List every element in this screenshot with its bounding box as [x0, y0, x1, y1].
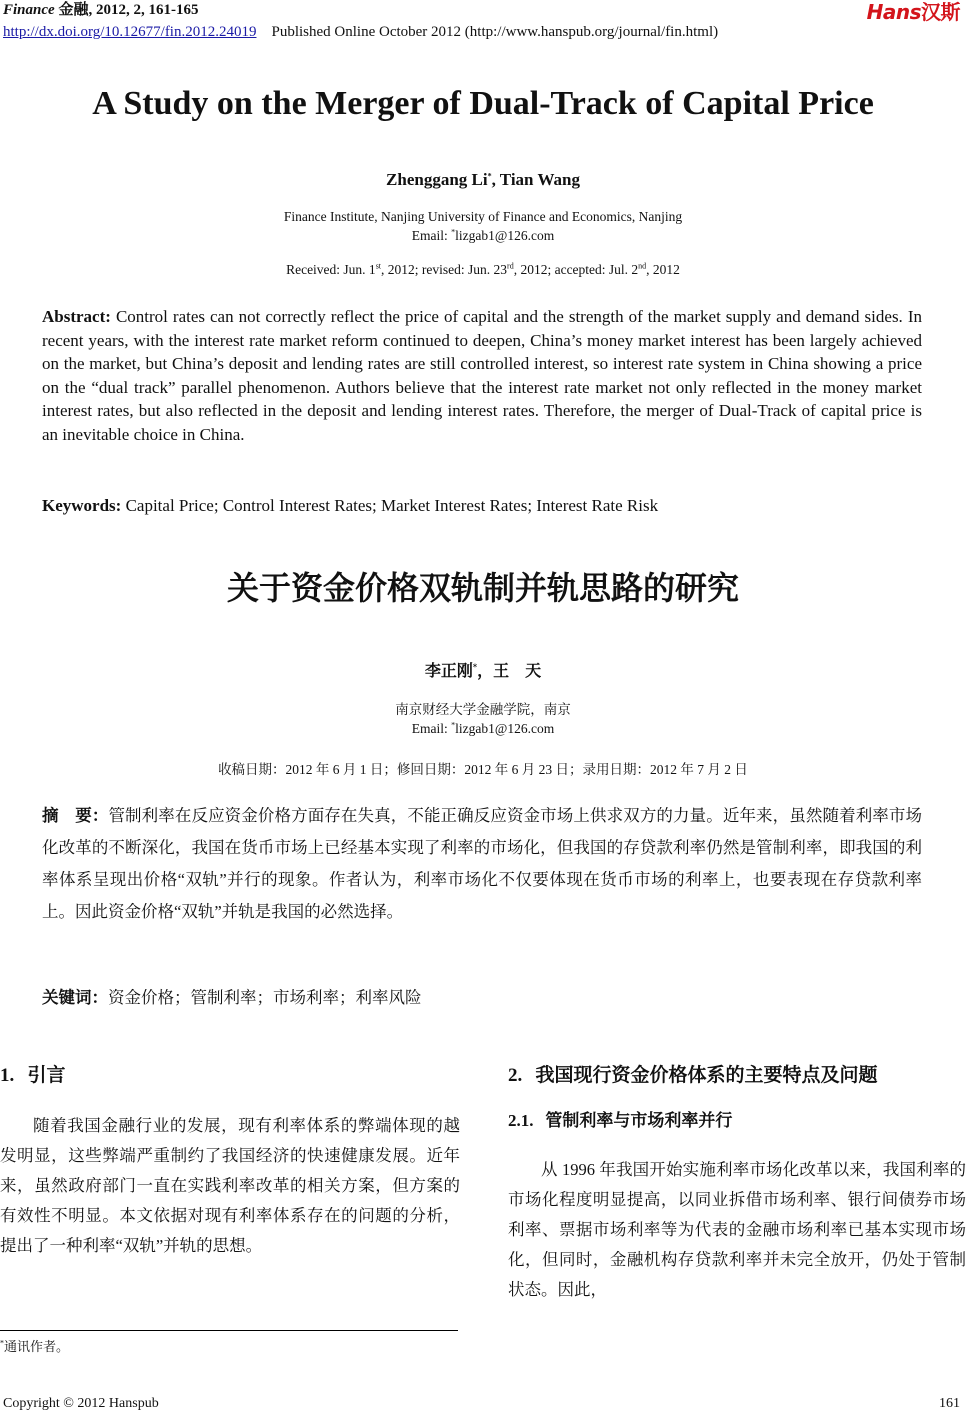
keywords-english: [42, 494, 922, 517]
dates-english: [0, 262, 966, 278]
accepted-year: , 2012: [646, 262, 680, 277]
abstract-text: Control rates can not correctly reflect the price of capital and the strength of the market supply and demand sides. In recent years, with the interest rate market reform continued to deepen, China’s money market interest has been largely achieved on the market, but China’s deposit and lending rates are still controlled interest, so interest rate system in China showing a price on the “dual track” parallel phenomenon. Authors believe that the interest rate market not only reflected in the money market interest rates, but also reflected in the deposit and lending interest rates. Therefore, the merger of Dual-Track of capital price is an inevitable choice in China.: [42, 307, 922, 444]
corresponding-mark: *: [487, 171, 492, 181]
keywords-chinese: [42, 984, 922, 1012]
dates-chinese: 收稿日期：2012 年 6 月 1 日；修回日期：2012 年 6 月 23 日；录用日期：2012 年 7 月 2 日: [218, 762, 748, 777]
accepted-date: , 2012; accepted: Jul. 2: [513, 262, 639, 277]
title-chinese: 关于资金价格双轨制并轨思路的研究: [226, 569, 739, 607]
subsection-2-1-heading: [508, 1107, 966, 1135]
keywords-label: Keywords:: [42, 496, 122, 515]
author-1: Zhenggang Li: [386, 170, 488, 189]
subsection-2-1-paragraph: 从 1996 年我国开始实施利率市场化改革以来，我国利率的市场化程度明显提高，以同业拆借市场利率、银行间债券市场利率、票据市场利率等为代表的金融市场利率已基本实现市场化，但同时，金融机构存贷款利率并未完全放开，仍处于管制状态。因此，: [508, 1160, 966, 1299]
revised-date: , 2012; revised: Jun. 23: [381, 262, 508, 277]
affiliation-text: Finance Institute, Nanjing University of Finance and Economics, Nanjing: [283, 209, 683, 224]
email-label: Email:: [411, 228, 452, 243]
section-1-number: 1.: [0, 1065, 15, 1086]
keywords-text-cn: 资金价格；管制利率；市场利率；利率风险: [108, 988, 422, 1007]
doi-line: [3, 22, 718, 42]
section-1-heading: [0, 1060, 460, 1091]
affiliation-text-cn: 南京财经大学金融学院，南京: [395, 702, 571, 717]
copyright: Copyright © 2012 Hanspub: [3, 1396, 159, 1411]
email-mark: *: [451, 227, 456, 237]
hans-logo: [867, 0, 960, 24]
authors-chinese: [0, 658, 966, 681]
page-number: 161: [939, 1396, 960, 1411]
footnote: [0, 1336, 69, 1355]
journal-name-cn: 金融: [58, 2, 89, 18]
author-1-cn: 李正刚: [424, 661, 473, 680]
citation-info: , 2012, 2, 161-165: [88, 2, 199, 18]
section-1-title: 引言: [27, 1064, 66, 1086]
received-sup: st: [375, 261, 382, 271]
abstract-english: [42, 305, 922, 446]
affiliation-chinese: [0, 700, 966, 738]
logo-cn: 汉斯: [921, 0, 960, 24]
revised-sup: rd: [507, 261, 514, 271]
abstract-label: Abstract:: [42, 307, 111, 326]
left-column: [0, 1060, 460, 1261]
author-separator-cn: ，: [477, 661, 494, 680]
keywords-label-cn: 关键词：: [42, 988, 108, 1007]
published-info: Published Online October 2012 (http://www.hanspub.org/journal/fin.html): [271, 24, 719, 40]
email-address[interactable]: lizgab1@126.com: [455, 228, 555, 243]
section-1-paragraph: 随着我国金融行业的发展，现有利率体系的弊端体现的越发明显，这些弊端严重制约了我国经济的快速健康发展。近年来，虽然政府部门一直在实践利率改革的相关方案，但方案的有效性不明显。本文依据对现有利率体系存在的问题的分析，提出了一种利率“双轨”并轨的思想。: [0, 1116, 460, 1255]
journal-name: Finance: [3, 2, 55, 18]
subsection-2-1-number: 2.1.: [508, 1111, 534, 1130]
abstract-label-cn: 摘 要：: [42, 806, 109, 825]
section-2-heading: [508, 1060, 966, 1091]
author-separator: ,: [491, 170, 500, 189]
footnote-divider: [0, 1330, 458, 1331]
author-2: Tian Wang: [499, 170, 580, 189]
received-date: Received: Jun. 1: [286, 262, 376, 277]
section-2-title: 我国现行资金价格体系的主要特点及问题: [535, 1064, 878, 1086]
email-label-cn: Email:: [411, 721, 452, 736]
email-address-cn[interactable]: lizgab1@126.com: [455, 721, 555, 736]
abstract-chinese: [42, 800, 922, 928]
section-2-number: 2.: [508, 1065, 523, 1086]
abstract-text-cn: 管制利率在反应资金价格方面存在失真，不能正确反应资金市场上供求双方的力量。近年来，虽然随着利率市场化改革的不断深化，我国在货币市场上已经基本实现了利率的市场化，但我国的存贷款利率仍然是管制利率，即我国的利率体系呈现出价格“双轨”并行的现象。作者认为，利率市场化不仅要体现在货币市场的利率上，也要表现在存贷款利率上。因此资金价格“双轨”并轨是我国的必然选择。: [42, 806, 923, 921]
right-column: [508, 1060, 966, 1305]
keywords-text: Capital Price; Control Interest Rates; Market Interest Rates; Interest Rate Risk: [121, 496, 659, 515]
doi-link[interactable]: http://dx.doi.org/10.12677/fin.2012.24019: [3, 24, 257, 40]
affiliation-english: [0, 207, 966, 245]
title-english: A Study on the Merger of Dual-Track of Capital Price: [92, 85, 874, 122]
email-mark-cn: *: [451, 720, 456, 730]
accepted-sup: nd: [638, 261, 647, 271]
footnote-mark: *: [0, 1338, 4, 1348]
author-2-cn: 王 天: [493, 661, 542, 680]
footnote-text: 通讯作者。: [4, 1339, 70, 1354]
email-line: [0, 226, 966, 245]
email-line-cn: [0, 719, 966, 738]
logo-latin: Hans: [866, 0, 921, 24]
authors-english: [0, 170, 966, 190]
journal-citation: [3, 0, 198, 20]
corresponding-mark-cn: *: [472, 661, 478, 672]
subsection-2-1-title: 管制利率与市场利率并行: [545, 1111, 733, 1131]
